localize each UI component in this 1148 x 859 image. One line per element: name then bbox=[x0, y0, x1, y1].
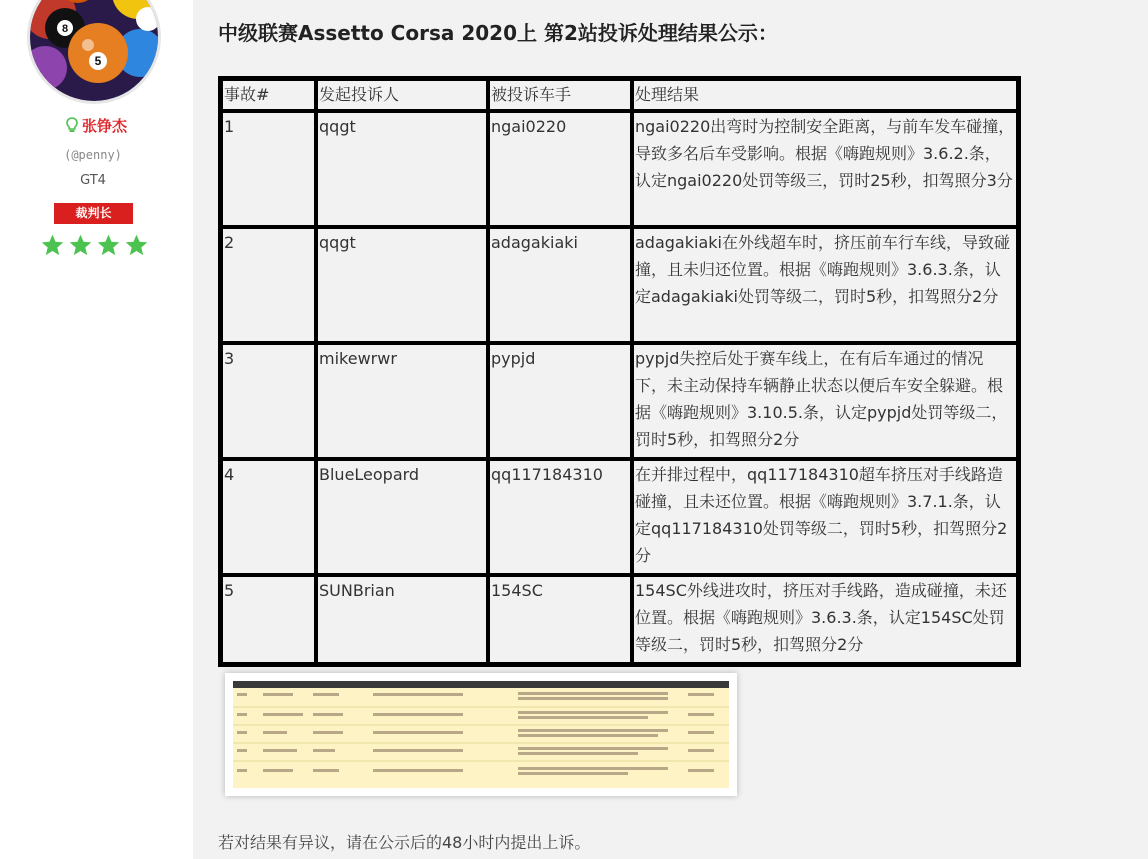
rating-stars bbox=[40, 233, 150, 259]
star-icon bbox=[40, 233, 65, 258]
complainant: qqgt bbox=[316, 227, 488, 343]
billiard-balls-avatar-image bbox=[30, 0, 158, 101]
accused-driver: qq117184310 bbox=[488, 459, 632, 575]
complainant: SUNBrian bbox=[316, 575, 488, 664]
column-header-accused: 被投诉车手 bbox=[488, 79, 632, 111]
ruling-result: adagakiaki在外线超车时，挤压前车行车线，导致碰撞，且未归还位置。根据《嗨跑规则》3.6.3.条，认定adagakiaki处罚等级二，罚时5秒，扣驾照分2分 bbox=[632, 227, 1018, 343]
complainant: BlueLeopard bbox=[316, 459, 488, 575]
appeal-notice: 若对结果有异议，请在公示后的48小时内提出上诉。 bbox=[218, 833, 591, 852]
incident-number: 2 bbox=[221, 227, 316, 343]
table-row bbox=[221, 575, 1018, 664]
complaint-results-table bbox=[218, 76, 1021, 667]
results-screenshot-thumbnail[interactable] bbox=[225, 673, 737, 796]
incident-number: 4 bbox=[221, 459, 316, 575]
column-header-incident: 事故# bbox=[221, 79, 316, 111]
ruling-result: 154SC外线进攻时，挤压对手线路，造成碰撞，未还位置。根据《嗨跑规则》3.6.3.条，认定154SC处罚等级二，罚时5秒，扣驾照分2分 bbox=[632, 575, 1018, 664]
accused-driver: adagakiaki bbox=[488, 227, 632, 343]
complainant: qqgt bbox=[316, 111, 488, 227]
user-sidebar bbox=[0, 0, 193, 859]
ruling-result: 在并排过程中，qq117184310超车挤压对手线路造碰撞，且未还位置。根据《嗨跑规则》3.7.1.条，认定qq117184310处罚等级二，罚时5秒，扣驾照分2分 bbox=[632, 459, 1018, 575]
svg-text:5: 5 bbox=[94, 54, 102, 68]
table-row bbox=[221, 227, 1018, 343]
table-row bbox=[221, 459, 1018, 575]
lightbulb-icon bbox=[66, 117, 78, 139]
accused-driver: 154SC bbox=[488, 575, 632, 664]
post-content bbox=[193, 0, 1148, 859]
ruling-result: pypjd失控后处于赛车线上，在有后车通过的情况下，未主动保持车辆静止状态以便后车安全躲避。根据《嗨跑规则》3.10.5.条，认定pypjd处罚等级二，罚时5秒，扣驾照分2分 bbox=[632, 343, 1018, 459]
table-row bbox=[221, 343, 1018, 459]
svg-text:8: 8 bbox=[61, 23, 69, 35]
accused-driver: pypjd bbox=[488, 343, 632, 459]
table-header-row bbox=[221, 79, 1018, 111]
column-header-result: 处理结果 bbox=[632, 79, 1018, 111]
ruling-result: ngai0220出弯时为控制安全距离，与前车发车碰撞，导致多名后车受影响。根据《嗨跑规则》3.6.2.条，认定ngai0220处罚等级三，罚时25秒，扣驾照分3分 bbox=[632, 111, 1018, 227]
star-icon bbox=[96, 233, 121, 258]
results-screenshot-image bbox=[233, 681, 729, 788]
car-class-label: GT4 bbox=[80, 173, 106, 188]
role-badge: 裁判长 bbox=[54, 203, 133, 224]
incident-number: 1 bbox=[221, 111, 316, 227]
column-header-complainant: 发起投诉人 bbox=[316, 79, 488, 111]
user-name[interactable] bbox=[0, 115, 193, 139]
incident-number: 5 bbox=[221, 575, 316, 664]
avatar[interactable] bbox=[27, 0, 161, 104]
page-title: 中级联赛Assetto Corsa 2020上 第2站投诉处理结果公示： bbox=[218, 21, 778, 45]
star-icon bbox=[68, 233, 93, 258]
accused-driver: ngai0220 bbox=[488, 111, 632, 227]
user-name-text: 张铮杰 bbox=[81, 117, 127, 135]
table-row bbox=[221, 111, 1018, 227]
complainant: mikewrwr bbox=[316, 343, 488, 459]
user-handle: (@penny) bbox=[64, 148, 122, 162]
incident-number: 3 bbox=[221, 343, 316, 459]
star-icon bbox=[124, 233, 149, 258]
